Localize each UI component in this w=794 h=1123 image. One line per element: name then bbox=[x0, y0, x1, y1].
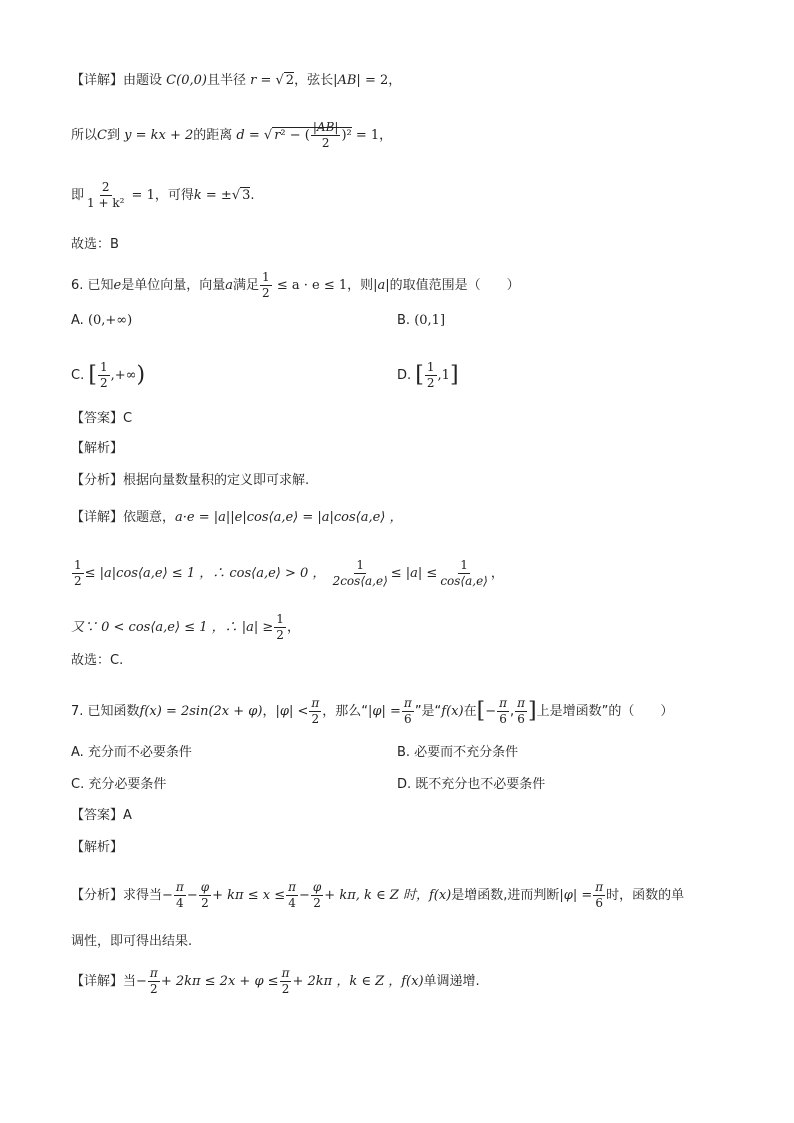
option-7a: A. 充分而不必要条件 bbox=[71, 745, 192, 760]
option-7d: D. 既不充分也不必要条件 bbox=[397, 777, 546, 792]
option-7b: B. 必要而不充分条件 bbox=[397, 745, 519, 760]
analysis-7-summary-cont: 调性，即可得出结果. bbox=[71, 934, 193, 949]
choice-line-c: 故选：C. bbox=[71, 653, 124, 668]
question-6: 6. 已知e是单位向量，向量a满足 $\frac{1}{2}$ ≤ a · e ≤ 1，则|a|的取值范围是（ ） bbox=[71, 270, 520, 300]
analysis-6-heading: 【解析】 bbox=[71, 441, 124, 456]
option-6d: D. [ $\frac{1}{2}$ ,1] bbox=[397, 360, 459, 390]
option-7c: C. 充分必要条件 bbox=[71, 777, 167, 792]
detail-7-line1: 【详解】当− $\frac{\pi}{2}$ + 2kπ ≤ 2x + φ ≤ $\frac{\pi}{2}$ + 2kπ ，k ∈ Z ，f(x)单调递增. bbox=[71, 966, 480, 996]
detail-line-k: 即 $\frac{2}{\text{1 + k²}}$ = 1，可得k = ±√ 3. bbox=[71, 180, 255, 210]
question-7: 7. 已知函数f(x) = 2sin(2x + φ)，|φ| < $\frac{\pi}{2}$ ，那么“|φ| = $\frac{\pi}{6}$ ”是“f(x)在[− $\frac{\pi}{6}$ , $\frac{\pi}{6}$ ]上是增函数”的（ ） bbox=[71, 696, 674, 726]
choice-line-b: 故选：B bbox=[71, 237, 119, 252]
option-6b: B. (0,1] bbox=[397, 313, 446, 328]
detail-tag: 【详解】 bbox=[71, 73, 124, 88]
analysis-7-summary: 【分析】求得当− $\frac{\pi}{4}$ − $\frac{\varphi}{2}$ + kπ ≤ x ≤ $\frac{\pi}{4}$ − $\frac{\varphi}{2}$ + kπ, k ∈ Z 时，f(x)是增函数,进而判断|φ| = $\frac{\pi}{6}$ 时，函数的单 bbox=[71, 880, 685, 910]
analysis-6-summary: 【分析】根据向量数量积的定义即可求解. bbox=[71, 473, 310, 488]
detail-6-line1: 【详解】依题意，a·e = |a||e|cos⟨a,e⟩ = |a|cos⟨a,e⟩ ， bbox=[71, 510, 403, 525]
analysis-7-heading: 【解析】 bbox=[71, 840, 124, 855]
detail-line-distance: 所以C到 y = kx + 2的距离 d = √ r² − ( $\frac{|AB|}{2}$ )² = 1， bbox=[71, 120, 393, 150]
detail-6-line2: $\frac{1}{2}$ ≤ |a|cos⟨a,e⟩ ≤ 1 ，∴ cos⟨a,e⟩ > 0 ， $\frac{1}{2\cos⟨a,e⟩}$ ≤ |a| ≤ $\frac{1}{\cos⟨a,e⟩}$ ， bbox=[74, 558, 504, 588]
option-6c: C. [ $\frac{1}{2}$ ,+∞) bbox=[71, 360, 146, 390]
detail-6-line3: 又∵ 0 < cos⟨a,e⟩ ≤ 1 ，∴ |a| ≥ $\frac{1}{2}$ ， bbox=[71, 612, 300, 642]
option-6a: A. (0,+∞) bbox=[71, 313, 133, 328]
answer-6: 【答案】C bbox=[71, 411, 133, 426]
detail-line-circle: 【详解】由题设 C(0,0)且半径 r = √ 2，弦长|AB| = 2， bbox=[71, 73, 402, 88]
answer-7: 【答案】A bbox=[71, 808, 132, 823]
